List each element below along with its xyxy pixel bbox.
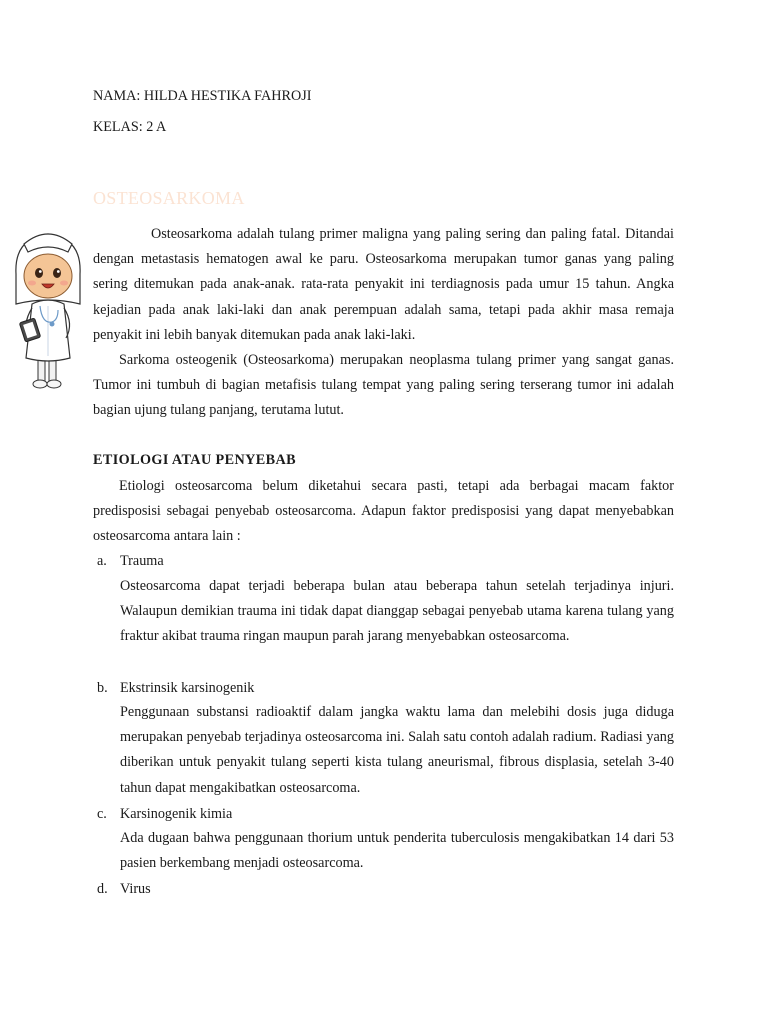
etiology-intro-paragraph: Etiologi osteosarcoma belum diketahui secara pasti, tetapi ada berbagai macam faktor predisposisi sebagai penyebab osteosarcoma. Adapun faktor predisposisi yang dapat menyebabkan osteosarcoma antara lain : — [93, 478, 674, 545]
etiology-heading: ETIOLOGI ATAU PENYEBAB — [93, 452, 296, 468]
intro-paragraph-1: Osteosarkoma adalah tulang primer maligna yang paling sering dan paling fatal. Ditandai dengan metastasis hematogen awal ke paru. Osteosarkoma merupakan tumor ganas yang paling sering ditemukan pada anak-anak. rata-rata penyakit ini terdiagnosis pada umur 15 tahun. Angka kejadian pada anak laki-laki dan anak perempuan adalah sama, tetapi pada akhir masa remaja penyakit ini lebih banyak ditemukan pada anak laki-laki. — [93, 226, 674, 343]
student-class: KELAS: 2 A — [93, 119, 167, 135]
intro-paragraph-2: Sarkoma osteogenik (Osteosarkoma) merupakan neoplasma tulang primer yang sangat ganas. Tumor ini tumbuh di bagian metafisis tulang tempat yang paling sering terserang tumor ini adalah bagian ujung tulang panjang, terutama lutut. — [93, 352, 674, 419]
list-item-body: Penggunaan substansi radioaktif dalam jangka waktu lama dan melebihi dosis juga diduga merupakan penyebab terjadinya osteosarcoma ini. Salah satu contoh adalah radium. Radiasi yang diberikan untuk penyakit tulang seperti kista tulang aneurismal, fibrous displasia, setelah 3-40 tahun dapat mengakibatkan osteosarcoma. — [120, 704, 674, 796]
list-marker: d. — [97, 881, 108, 897]
document-title: OSTEOSARKOMA — [93, 188, 245, 208]
list-item-title: Karsinogenik kimia — [120, 806, 233, 822]
list-item-body: Osteosarcoma dapat terjadi beberapa bulan atau beberapa tahun setelah terjadinya injuri. Walaupun demikian trauma ini tidak dapat dianggap sebagai penyebab utama karena tulang yang fraktur akibat trauma ringan maupun parah jarang menyebabkan osteosarcoma. — [120, 578, 674, 645]
nurse-cartoon-illustration — [8, 226, 88, 394]
list-marker: a. — [97, 553, 107, 569]
list-item-title: Ekstrinsik karsinogenik — [120, 680, 255, 696]
list-item-title: Trauma — [120, 553, 164, 569]
list-marker: c. — [97, 806, 107, 822]
list-item-body: Ada dugaan bahwa penggunaan thorium untuk penderita tuberculosis mengakibatkan 14 dari 53 pasien berkembang menjadi osteosarcoma. — [120, 830, 674, 872]
student-name: NAMA: HILDA HESTIKA FAHROJI — [93, 88, 312, 104]
list-item-title: Virus — [120, 881, 151, 897]
list-marker: b. — [97, 680, 108, 696]
